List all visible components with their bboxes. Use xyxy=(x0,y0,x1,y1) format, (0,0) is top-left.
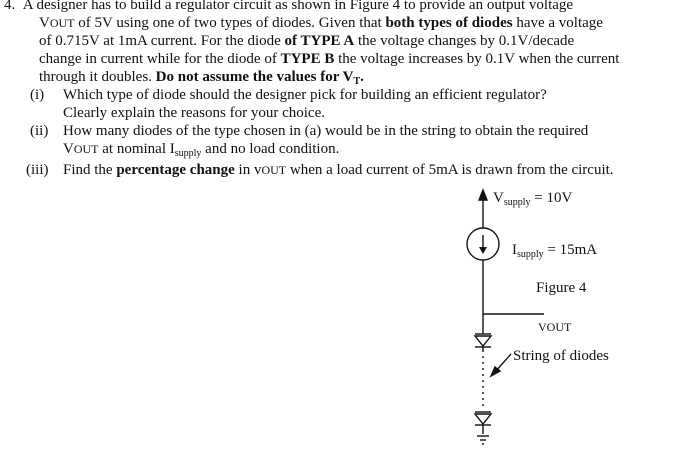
isupply-label: $I_{supply} = 15mA$ xyxy=(512,242,598,260)
supply-arrow-icon xyxy=(479,190,487,200)
problem-line-5: through it doubles. Do not assume the values for $V_T$. xyxy=(39,69,364,87)
problem-line-4: change in current while for the diode of TYPE B the voltage increases by 0.1V when the current xyxy=(39,51,620,67)
diode-1-icon xyxy=(475,334,491,352)
question-3-label: (iii) xyxy=(26,162,49,178)
figure-caption: Figure 4 xyxy=(536,280,587,296)
vout-label: VOUT xyxy=(538,320,572,334)
problem-line-2: VOUT of 5V using one of two types of diodes. Given that both types of diodes have a voltage xyxy=(39,15,603,31)
question-2-line-2: VOUT at nominal $I_{supply}$ and no load condition. xyxy=(63,141,340,159)
current-direction-arrow-icon xyxy=(479,247,487,254)
string-of-diodes-label: String of diodes xyxy=(513,348,609,364)
question-1-line-1: Which type of diode should the designer pick for building an efficient regulator? xyxy=(63,87,547,103)
question-3-line: Find the percentage change in vOUT when a load current of 5mA is drawn from the circuit. xyxy=(63,162,614,178)
ground-icon xyxy=(477,436,489,444)
vsupply-label: $V_{supply} = 10V$ xyxy=(493,190,573,208)
diode-2-icon xyxy=(475,412,491,434)
question-2-line-1: How many diodes of the type chosen in (a) would be in the string to obtain the required xyxy=(63,123,589,139)
problem-number: 4. xyxy=(4,0,16,13)
question-1-line-2: Clearly explain the reasons for your choice. xyxy=(63,105,325,121)
problem-intro-line-1: A designer has to build a regulator circuit as shown in Figure 4 to provide an output voltage xyxy=(22,0,574,13)
problem-line-3: of 0.715V at 1mA current. For the diode of TYPE A the voltage changes by 0.1V/decade xyxy=(39,33,575,49)
question-1-label: (i) xyxy=(30,87,45,103)
question-2-label: (ii) xyxy=(30,123,49,139)
